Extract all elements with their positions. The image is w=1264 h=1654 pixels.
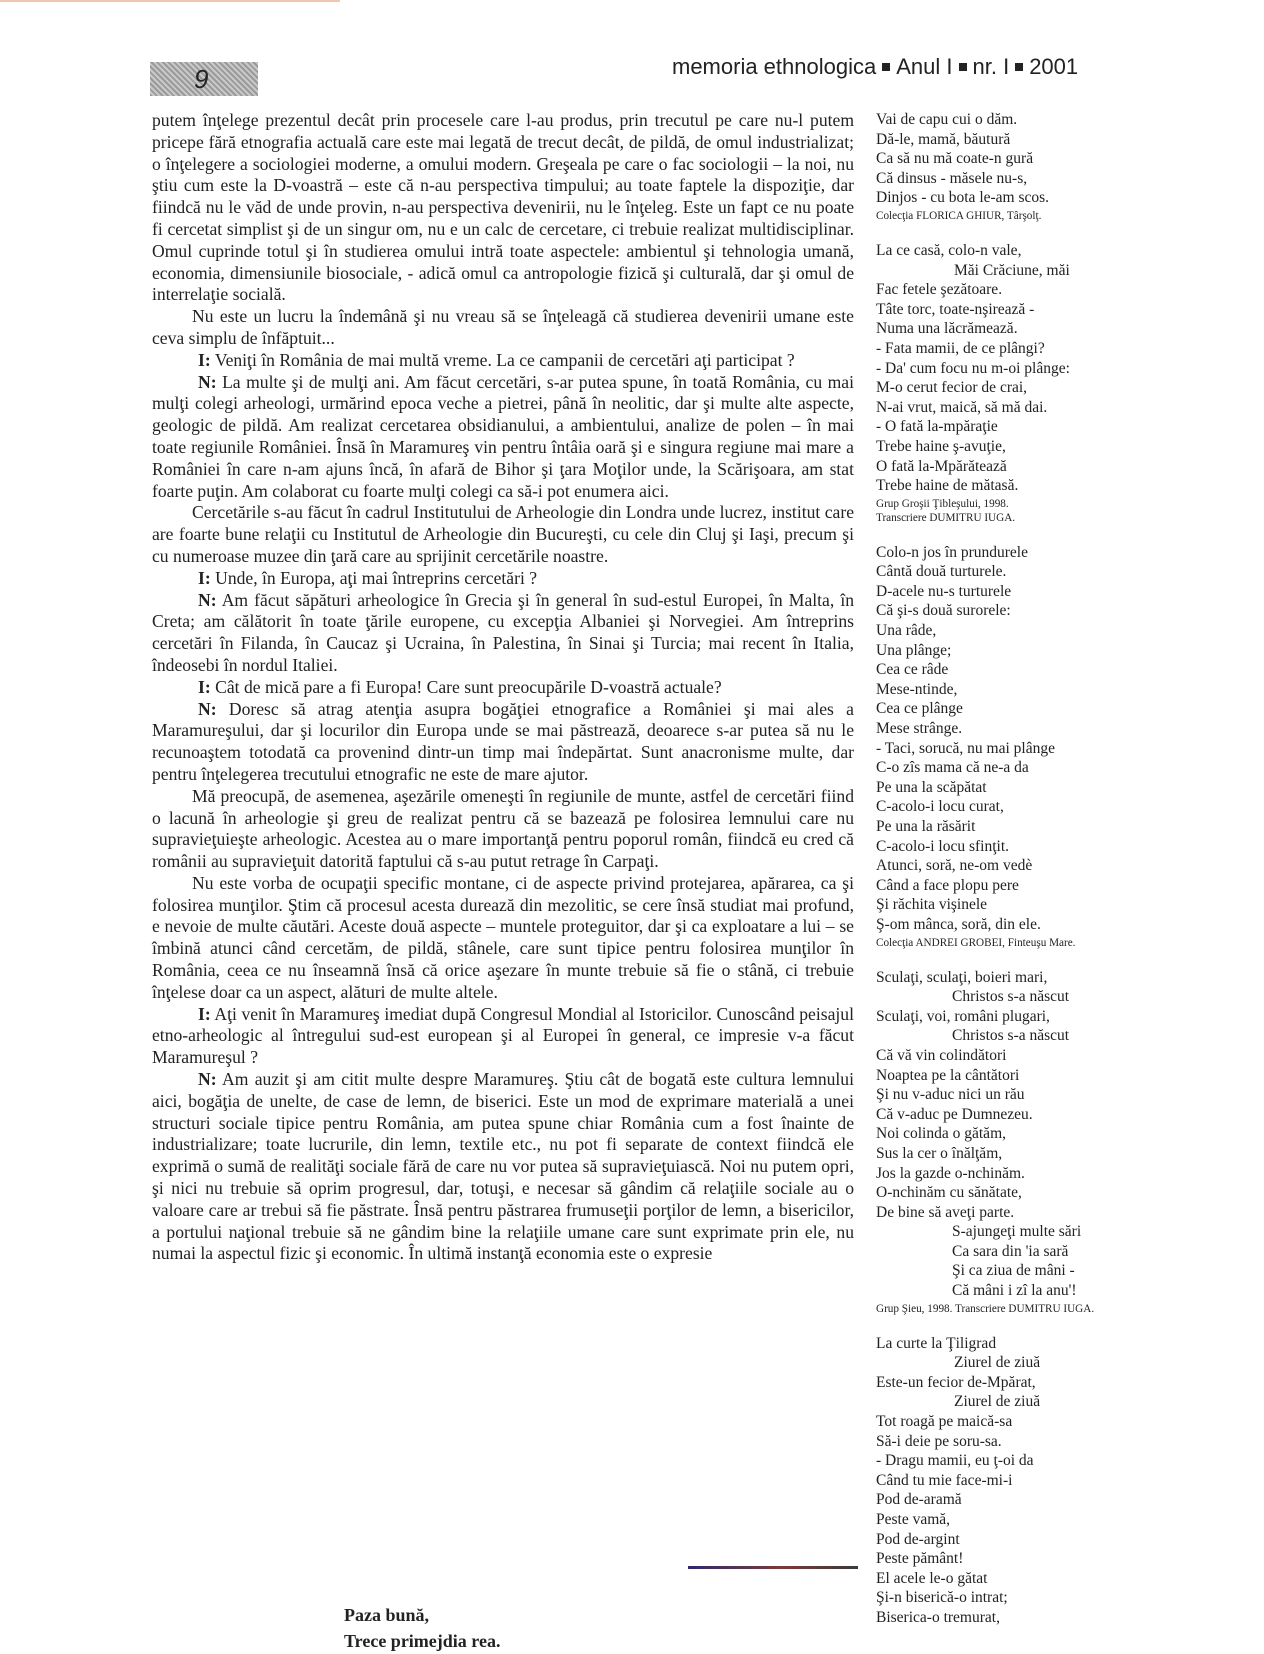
poem-line: Trebe haine ş-avuţie, — [876, 437, 1006, 455]
poem-line: Una plânge; — [876, 641, 952, 659]
poem-line: Că şi-s două surorele: — [876, 602, 1011, 620]
poem-line: Noaptea pe la cântători — [876, 1066, 1020, 1084]
square-bullet-icon — [1015, 63, 1023, 71]
poem-stanza — [876, 543, 1206, 950]
poem-stanza — [876, 1334, 1206, 1628]
poem-line: Sculaţi, voi, români plugari, — [876, 1007, 1050, 1025]
poem-line: - Da' cum focu nu m-oi plânge: — [876, 359, 1070, 377]
poem-line: - Fata mamii, de ce plângi? — [876, 339, 1045, 357]
poem-line: C-acolo-i locu sfinţit. — [876, 837, 1010, 855]
poem-line: Dinjos - cu bota le-am scos. — [876, 189, 1050, 207]
poem-line: Christos s-a născut — [952, 1027, 1070, 1045]
decorative-rule — [688, 1566, 858, 1569]
poem-line: Pe una la răsărit — [876, 818, 976, 835]
poem-line: Sculaţi, sculaţi, boieri mari, — [876, 968, 1048, 986]
poem-line: Că vă vin colindători — [876, 1046, 1007, 1064]
poem-line: C-acolo-i locu curat, — [876, 798, 1004, 816]
speaker-label: N: — [198, 698, 217, 719]
poem-line: Dă-le, mamă, băutură — [876, 130, 1011, 148]
poem-line: Una râde, — [876, 622, 937, 640]
answer-text: Aţi venit în Maramureş imediat după Congresul Mondial al Istoricilor. Cunoscând peisajul etno-arheologic al întregului sud-est european şi al Europei în general, ce impresie v-a făcut Maramureşul ? — [152, 1003, 854, 1068]
article-paragraph: Mă preocupă, de asemenea, aşezările omeneşti în regiunile de munte, astfel de cercetări fiind o lacună în arheologie şi greu de realizat pentru că se bazează pe folosirea lemnului care nu supravieţuieşte arheologic. Acestea au o mare importanţă pentru poporul român, fiindcă eu cred că românii au supravieţuit datorită faptului că s-au putut retrage în Carpaţi. — [152, 785, 854, 872]
article-paragraph — [152, 1069, 854, 1265]
poem-source: Grup Groşii Ţibleşului, 1998. Transcriere DUMITRU IUGA. — [876, 497, 1016, 524]
speaker-label: I: — [198, 349, 211, 370]
poem-line: Vai de capu cui o dăm. — [876, 111, 1018, 128]
poem-line: Fac fetele şezătoare. — [876, 281, 1003, 299]
poem-line: Pe una la scăpătat — [876, 778, 987, 796]
poem-line: Tâte torc, toate-nşirează - — [876, 300, 1035, 318]
article-paragraph — [152, 568, 854, 590]
running-header — [672, 54, 1078, 80]
issue-number: nr. I — [972, 54, 1010, 79]
article-paragraph — [152, 590, 854, 677]
poem-line: Ca să nu mă coate-n gură — [876, 150, 1034, 168]
article-paragraph — [152, 372, 854, 503]
poem-line: Sus la cer o înălţăm, — [876, 1144, 1003, 1162]
poem-line: D-acele nu-s turturele — [876, 582, 1012, 600]
poem-line: La ce casă, colo-n vale, — [876, 241, 1022, 259]
article-paragraph — [152, 699, 854, 786]
poem-line: Cea ce plânge — [876, 700, 963, 718]
answer-text: Doresc să atrag atenţia asupra bogăţiei etnografice a României şi mai ales a Maramureşului, dar şi locurilor din Europa unde se mai păstrează, deoarece s-ar putea să nu le recunoaştem totodată ca provenind dintr-un timp mai îndepărtat. Sunt anacronisme multe, dar pentru înţelegerea trecutului etnografic ne este de mare ajutor. — [152, 698, 854, 784]
poem-line: Numa una lăcrămează. — [876, 320, 1018, 338]
poem-line: C-o zîs mama că ne-a da — [876, 759, 1029, 777]
poem-line: - Taci, sorucă, nu mai plânge — [876, 739, 1055, 757]
answer-text: Cât de mică pare a fi Europa! Care sunt preocupările D-voastră actuale? — [215, 676, 722, 697]
poem-line: La curte la Ţiligrad — [876, 1334, 997, 1352]
poem-line: Biserica-o tremurat, — [876, 1608, 1000, 1626]
poem-line: Colo-n jos în prundurele — [876, 543, 1028, 561]
folk-poems-column — [876, 110, 1206, 1646]
poem-line: Ş-om mânca, soră, din ele. — [876, 915, 1041, 933]
speaker-label: I: — [198, 567, 211, 588]
article-paragraph — [152, 1004, 854, 1069]
poem-line: Măi Crăciune, măi — [954, 261, 1070, 279]
poem-line: Ziurel de ziuă — [954, 1393, 1041, 1411]
poem-line: Noi colinda o gătăm, — [876, 1125, 1006, 1143]
poem-stanza — [876, 968, 1206, 1316]
answer-text: Am auzit şi am citit multe despre Maramureş. Ştiu cât de bogată este cultura lemnului aici, bogăţia de unelte, de case de lemn, de biserici. Este un mod de exprimare materială a unei structuri sociale tipice pentru România, am putea spune chiar România cum a fost înainte de industrializare; toate lucrurile, din lemn, textile etc., nu pot fi separate de context fiindcă ele exprimă o sumă de realităţi sociale fără de care nu vor putea să supravieţuiască. Noi nu putem opri, şi nici nu trebuie să oprim progresul, dar, totuşi, e necesar să gândim că relaţiile sociale au o valoare care ar trebui să fie păstrate. Însă pentru păstrarea frumuseţii porţilor de lemn, a bisericilor, a portului naţional trebuie să ne gândim bine la relaţiile umane care sunt exprimate prin ele, nu numai la aspectul fizic şi economic. În ultimă instanţă economia este o expresie — [152, 1069, 854, 1264]
closing-verse — [344, 1602, 500, 1654]
poem-line: Şi-n biserică-o intrat; — [876, 1589, 1008, 1607]
poem-line: Tot roagă pe maică-sa — [876, 1413, 1013, 1431]
closing-verse-line: Paza bună, — [344, 1605, 430, 1625]
poem-line: Jos la gazde o-nchinăm. — [876, 1164, 1025, 1182]
article-paragraph: Nu este un lucru la îndemână şi nu vreau să se înţeleagă că studierea devenirii umane este ceva simplu de înfăptuit... — [152, 306, 854, 348]
poem-source: Colecţia FLORICA GHIUR, Târşolţ. — [876, 209, 1042, 222]
year-label: Anul I — [896, 54, 953, 79]
poem-line: Când a face plopu pere — [876, 876, 1019, 894]
poem-stanza — [876, 241, 1206, 525]
poem-line: S-ajungeţi multe sări — [952, 1223, 1082, 1241]
speaker-label: I: — [198, 1003, 211, 1024]
poem-line: Că v-aduc pe Dumnezeu. — [876, 1105, 1033, 1123]
poem-source: Grup Şieu, 1998. Transcriere DUMITRU IUGA. — [876, 1302, 1095, 1315]
poem-stanza — [876, 110, 1206, 223]
poem-line: Este-un fecior de-Mpărat, — [876, 1373, 1036, 1391]
answer-text: Veniţi în România de mai multă vreme. La ce campanii de cercetări aţi participat ? — [214, 349, 795, 370]
speaker-label: N: — [198, 589, 217, 610]
answer-text: La multe şi de mulţi ani. Am făcut cercetări, s-ar putea spune, în toată România, cu mai mulţi colegi arheologi, urmărind epoca veche a pietrei, până în neolitic, dar şi multe alte aspecte, geologic de pildă. Am realizat cercetarea obsidianului, a ambientului, analize de polen – în mai toate regiunile României. Însă în Maramureş vin pentru întâia oară şi e singura regiune mai mare a României în care n-am ajuns încă, în afară de Bihor şi ţara Moţilor unde, la Scărişoara, am stat foarte puţin. Am colaborat cu foarte mulţi colegi ca să-i pot enumera aici. — [152, 371, 854, 501]
poem-line: De bine să aveţi parte. — [876, 1203, 1015, 1221]
article-paragraph: Nu este vorba de ocupaţii specific montane, ci de aspecte privind protejarea, apărarea, ca şi folosirea munţilor. Ştim că procesul acesta durează din mezolitic, se cere însă studiat mai profund, e nevoie de multe căutări. Aceste două aspecte – muntele proteguitor, dar şi ca exploatare a lui – se îmbină atunci când cercetăm, de pildă, stânele, care sunt tipice pentru folosirea munţilor în România, ceea ce nu înseamnă însă că orice aşezare în munte trebuie să fie o stână, ci trebuie înţelese doar ca un aspect, alături de multe altele. — [152, 872, 854, 1002]
poem-line: Trebe haine de mătasă. — [876, 477, 1019, 495]
poem-line: Christos s-a născut — [952, 988, 1070, 1006]
poem-line: N-ai vrut, maică, să mă dai. — [876, 398, 1048, 416]
poem-line: Şi răchita vişinele — [876, 896, 988, 914]
poem-line: Că dinsus - măsele nu-s, — [876, 169, 1028, 187]
article-paragraph: Cercetările s-au făcut în cadrul Institutului de Arheologie din Londra unde lucrez, institut care are foarte bune relaţii cu Institutul de Arheologie din Bucureşti, cu cele din Cluj şi Iaşi, precum şi cu numeroase muzee din ţară care au sprijinit cercetările noastre. — [152, 502, 854, 566]
closing-verse-line: Trece primejdia rea. — [344, 1631, 501, 1651]
poem-line: Să-i deie pe soru-sa. — [876, 1432, 1002, 1450]
speaker-label: N: — [198, 371, 217, 392]
poem-source: Colecţia ANDREI GROBEI, Finteuşu Mare. — [876, 936, 1076, 949]
square-bullet-icon — [959, 63, 967, 71]
poem-line: - Dragu mamii, eu ţ-oi da — [876, 1452, 1034, 1470]
article-paragraph — [152, 677, 854, 699]
poem-line: Şi nu v-aduc nici un rău — [876, 1086, 1025, 1104]
poem-line: - O fată la-mpăraţie — [876, 418, 998, 436]
poem-line: O fată la-Mpărătează — [876, 457, 1007, 475]
poem-line: Şi ca ziua de mâni - — [952, 1262, 1075, 1280]
poem-line: Când tu mie face-mi-i — [876, 1471, 1013, 1489]
publication-year: 2001 — [1029, 54, 1079, 79]
answer-text: Unde, în Europa, aţi mai întreprins cercetări ? — [215, 567, 538, 588]
poem-line: Mese strânge. — [876, 720, 963, 738]
speaker-label: I: — [198, 676, 211, 697]
answer-text: Am făcut săpături arheologice în Grecia şi în general în sud-estul Europei, în Malta, în Creta; am călătorit în toate ţările europene, cu excepţia Albaniei şi Norvegiei. Am întreprins cercetări în Filanda, în Caucaz şi Ucraina, în Palestina, în Sinai şi Turcia; mai recent în Italia, îndeosebi în nordul Italiei. — [152, 589, 855, 675]
poem-line: Pod de-aramă — [876, 1491, 962, 1509]
poem-line: O-nchinăm cu sănătate, — [876, 1184, 1022, 1202]
poem-line: Cântă două turturele. — [876, 563, 1007, 581]
poem-line: El acele le-o gătat — [876, 1569, 988, 1587]
article-body — [152, 110, 854, 1265]
top-edge-line — [0, 0, 340, 2]
square-bullet-icon — [882, 63, 890, 71]
article-paragraph: putem înţelege prezentul decât prin procesele care l-au produs, prin trecutul pe care nu-l putem pricepe fără etnografia actuală care este mai legată de trecut decât, de pildă, de omul industrializat; o înţelegere a sociologiei moderne, a omului modern. Greşeala pe care o fac sociologii – la noi, nu ştiu cum este la D-voastră – este că n-au perspectiva timpului; au toate faptele la dispoziţie, dar fiindcă nu le văd de unde provin, n-au perspectiva devenirii, nu le înţeleg. Este un fapt ce nu poate fi cercetat simplist şi de un singur om, nu e un calc de cercetare, ci trebuie realizat multidisciplinar. Omul cuprinde totul şi în studierea omului intră toate aspectele: ambientul şi tehnologia umană, economia, dimensiunile biosociale, - adică omul ca antropologie fizică şi culturală, dar şi omul de interrelaţie socială. — [152, 110, 854, 305]
poem-line: Ziurel de ziuă — [954, 1354, 1041, 1372]
poem-line: Mese-ntinde, — [876, 680, 958, 698]
poem-line: Peste pământ! — [876, 1550, 964, 1568]
poem-line: Că mâni i zî la anu'! — [952, 1282, 1077, 1300]
publication-title: memoria ethnologica — [672, 54, 877, 79]
poem-line: Atunci, soră, ne-om vedè — [876, 857, 1033, 875]
poem-line: Pod de-argint — [876, 1530, 960, 1548]
page-number: 9 — [150, 62, 258, 96]
poem-line: Ca sara din 'ia sară — [952, 1242, 1069, 1260]
poem-line: Cea ce râde — [876, 661, 949, 679]
article-paragraph — [152, 350, 854, 372]
poem-line: M-o cerut fecior de crai, — [876, 379, 1028, 397]
poem-line: Peste vamă, — [876, 1511, 951, 1528]
speaker-label: N: — [198, 1069, 217, 1090]
